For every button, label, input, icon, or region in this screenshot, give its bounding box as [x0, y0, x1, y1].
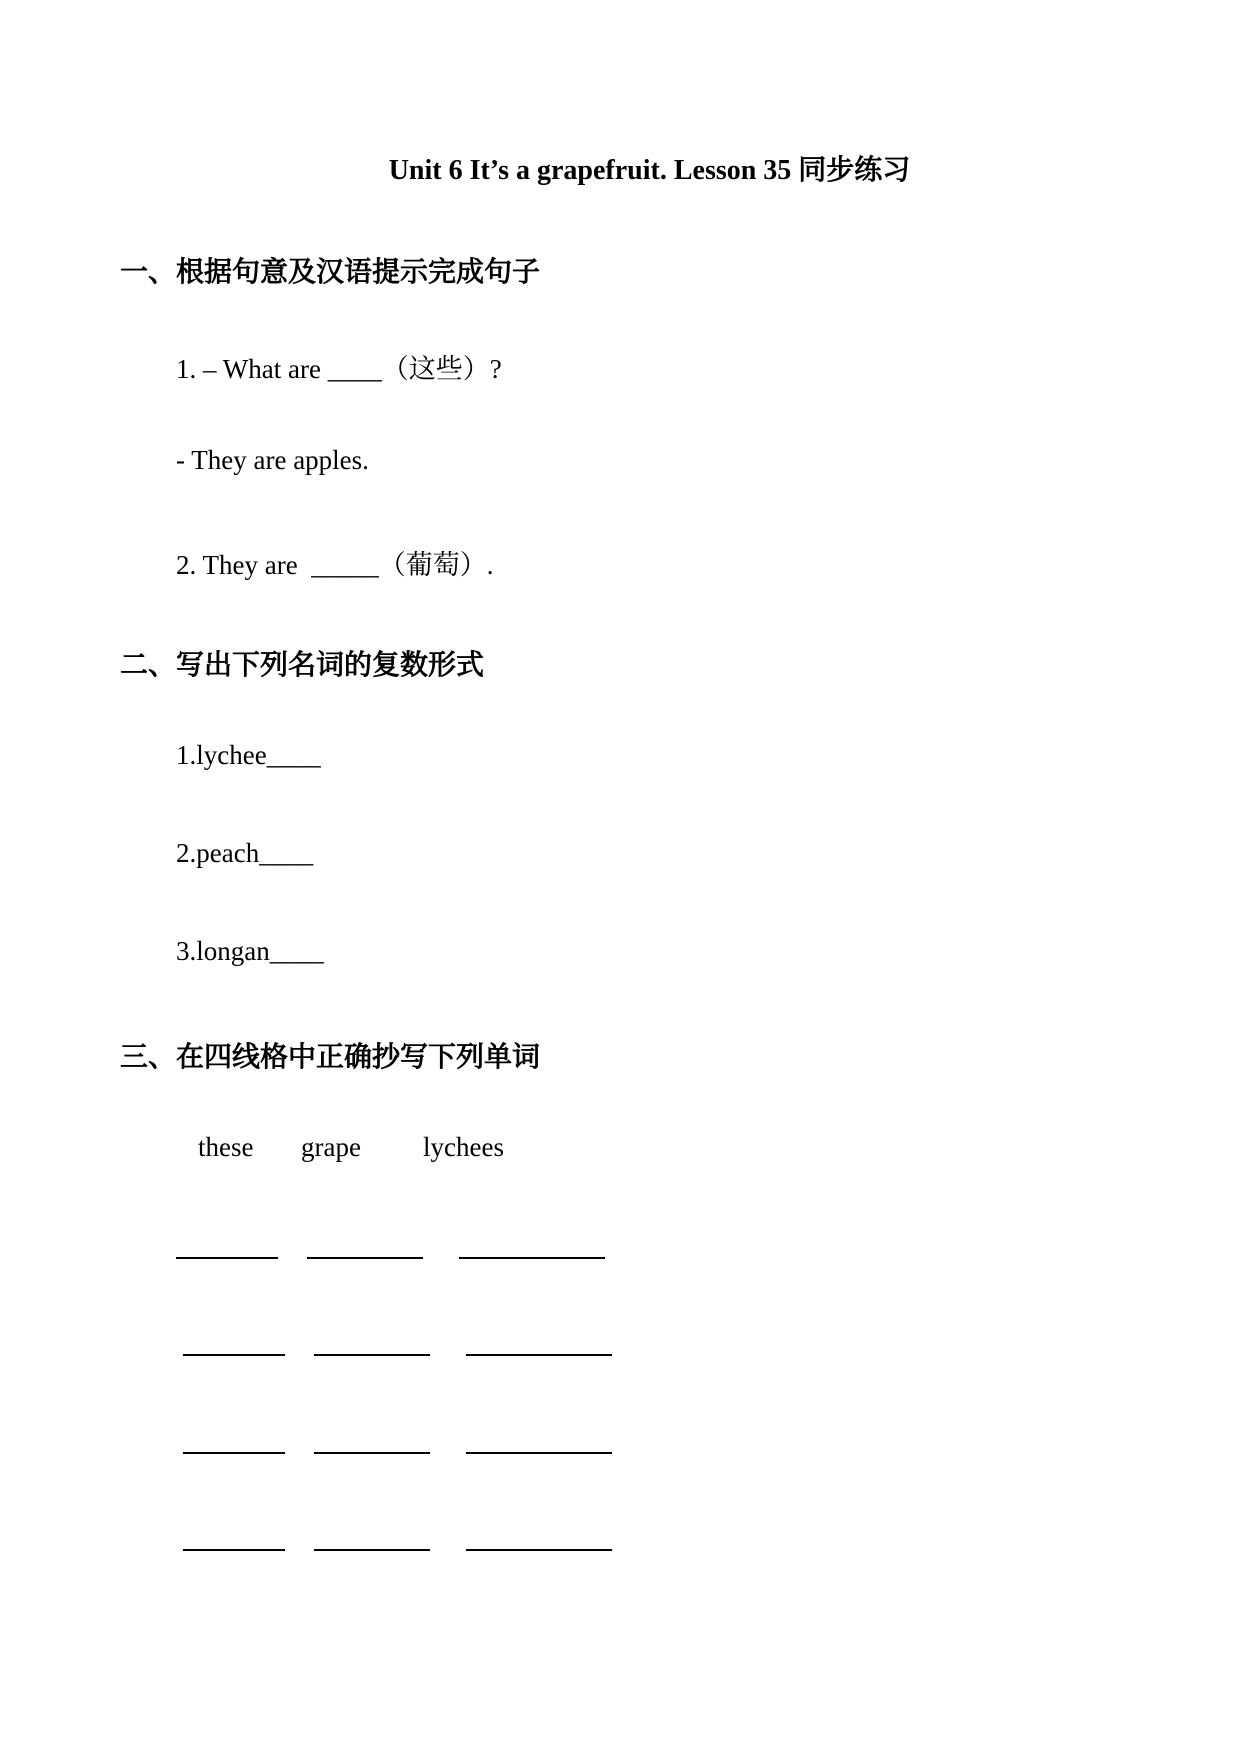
writing-line[interactable] [183, 1452, 285, 1454]
copy-word-1: these [198, 1132, 254, 1162]
page-title: Unit 6 It’s a grapefruit. Lesson 35 同步练习 [388, 155, 911, 186]
section-1-item-3: 2. They are _____（葡萄）. [176, 550, 494, 580]
writing-line[interactable] [466, 1452, 612, 1454]
writing-line[interactable] [466, 1549, 612, 1551]
section-2-item-2: 2.peach____ [176, 838, 314, 868]
section-2-item-1: 1.lychee____ [176, 740, 321, 770]
section-3-heading: 三、在四线格中正确抄写下列单词 [120, 1040, 541, 1073]
writing-line-row-2 [0, 1354, 1241, 1356]
section-2-item-3: 3.longan____ [176, 936, 324, 966]
writing-line[interactable] [183, 1549, 285, 1551]
copy-word-2: grape [301, 1132, 361, 1162]
copy-word-3: lychees [423, 1132, 504, 1162]
writing-line[interactable] [314, 1452, 430, 1454]
writing-line-row-3 [0, 1452, 1241, 1454]
writing-line[interactable] [466, 1354, 612, 1356]
writing-line[interactable] [314, 1354, 430, 1356]
writing-line[interactable] [459, 1257, 605, 1259]
writing-line[interactable] [314, 1549, 430, 1551]
section-2-heading: 二、写出下列名词的复数形式 [120, 648, 485, 681]
writing-line[interactable] [307, 1257, 423, 1259]
section-1-heading: 一、根据句意及汉语提示完成句子 [120, 255, 541, 288]
writing-line[interactable] [183, 1354, 285, 1356]
writing-line-row-1 [0, 1257, 1241, 1259]
writing-line-row-4 [0, 1549, 1241, 1551]
section-1-item-1: 1. – What are ____（这些）? [176, 354, 502, 384]
writing-line[interactable] [176, 1257, 278, 1259]
section-1-item-2: - They are apples. [176, 445, 369, 475]
